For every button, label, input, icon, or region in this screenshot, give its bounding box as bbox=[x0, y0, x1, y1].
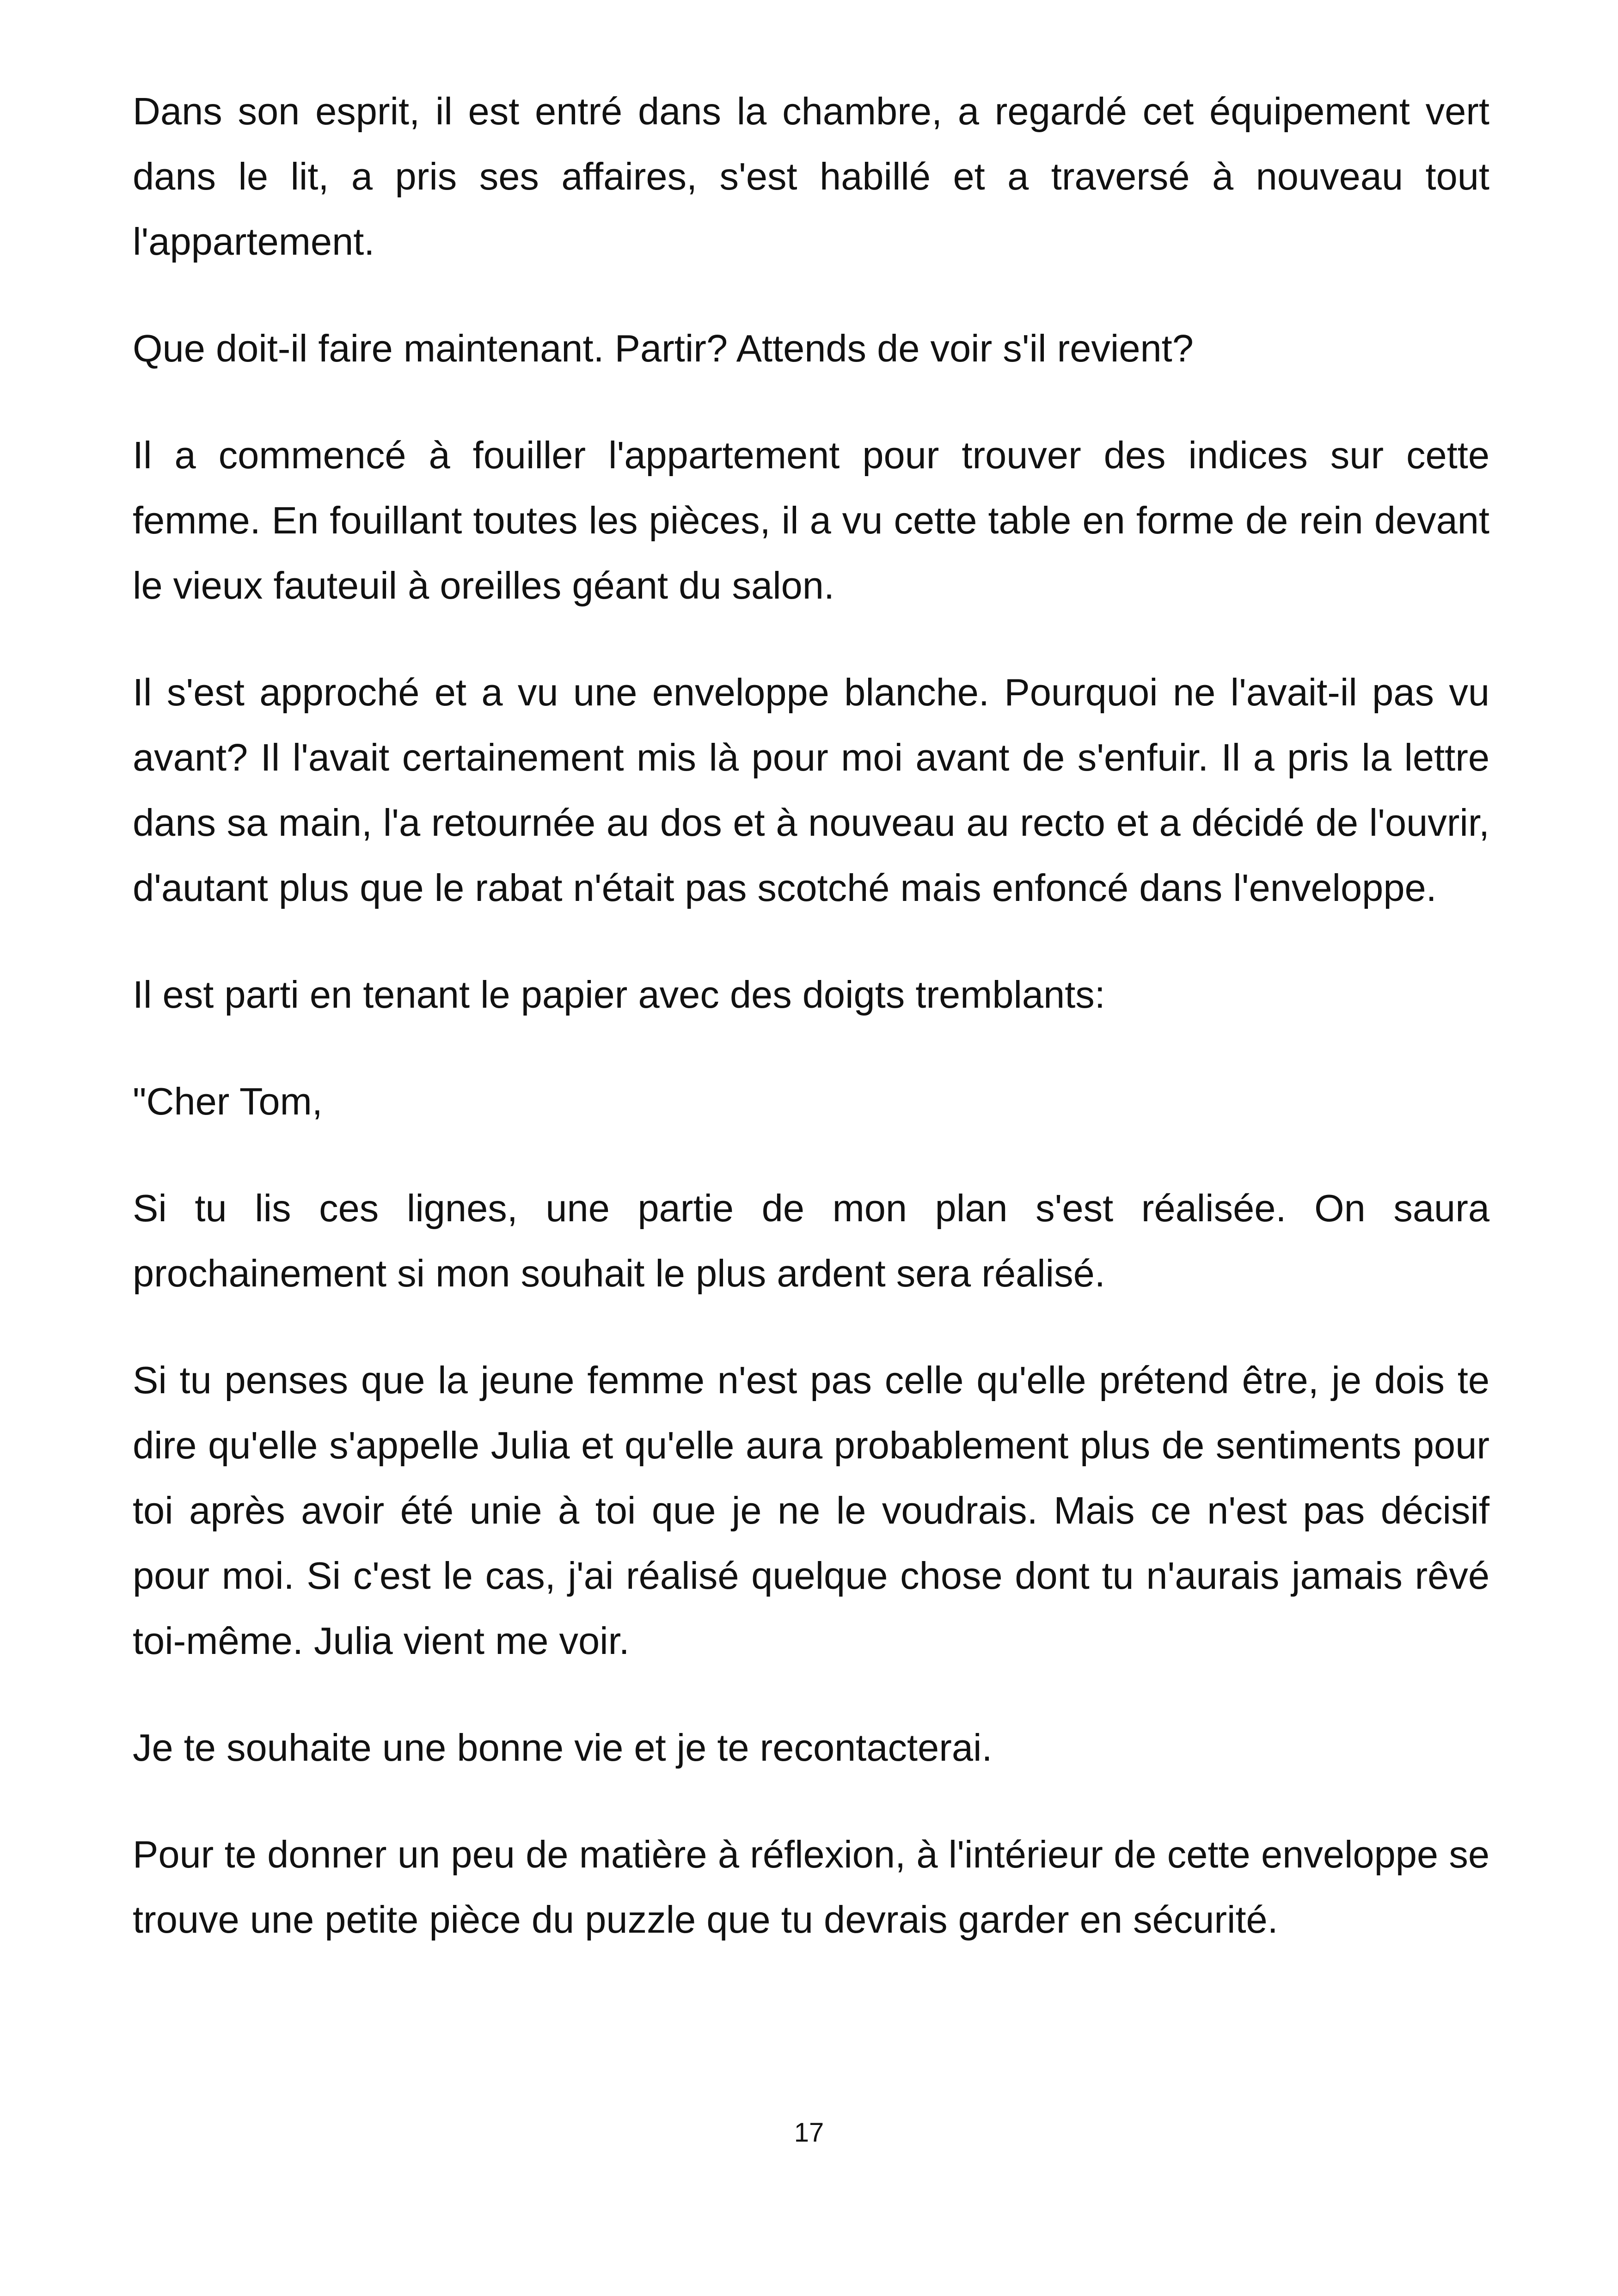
paragraph: Que doit-il faire maintenant. Partir? Attends de voir s'il revient? bbox=[133, 327, 1194, 370]
paragraph: Il est parti en tenant le papier avec des doigts tremblants: bbox=[133, 973, 1105, 1016]
page-number: 17 bbox=[794, 2118, 824, 2148]
letter-salutation: "Cher Tom, bbox=[133, 1080, 323, 1123]
paragraph: Dans son esprit, il est entré dans la chambre, a regardé cet équipement vert dans le lit, a pris ses affaires, s'est habillé et a traversé à nouveau tout l'appartement. bbox=[133, 90, 1489, 263]
paragraph: Pour te donner un peu de matière à réflexion, à l'intérieur de cette enveloppe se trouve une petite pièce du puzzle que tu devrais garder en sécurité. bbox=[133, 1833, 1489, 1941]
paragraph: Si tu penses que la jeune femme n'est pas celle qu'elle prétend être, je dois te dire qu'elle s'appelle Julia et qu'elle aura probablement plus de sentiments pour toi après avoir été unie à toi que je ne le voudrais. Mais ce n'est pas décisif pour moi. Si c'est le cas, j'ai réalisé quelque chose dont tu n'aurais jamais rêvé toi-même. Julia vient me voir. bbox=[133, 1359, 1489, 1662]
paragraph: Je te souhaite une bonne vie et je te recontacterai. bbox=[133, 1726, 993, 1769]
body-text bbox=[133, 79, 1489, 1994]
paragraph: Il s'est approché et a vu une enveloppe blanche. Pourquoi ne l'avait-il pas vu avant? Il l'avait certainement mis là pour moi avant de s'enfuir. Il a pris la lettre dans sa main, l'a retournée au dos et à nouveau au recto et a décidé de l'ouvrir, d'autant plus que le rabat n'était pas scotché mais enfoncé dans l'enveloppe. bbox=[133, 671, 1489, 909]
paragraph: Si tu lis ces lignes, une partie de mon plan s'est réalisée. On saura prochainement si mon souhait le plus ardent sera réalisé. bbox=[133, 1187, 1489, 1295]
paragraph: Il a commencé à fouiller l'appartement pour trouver des indices sur cette femme. En fouillant toutes les pièces, il a vu cette table en forme de rein devant le vieux fauteuil à oreilles géant du salon. bbox=[133, 434, 1489, 607]
